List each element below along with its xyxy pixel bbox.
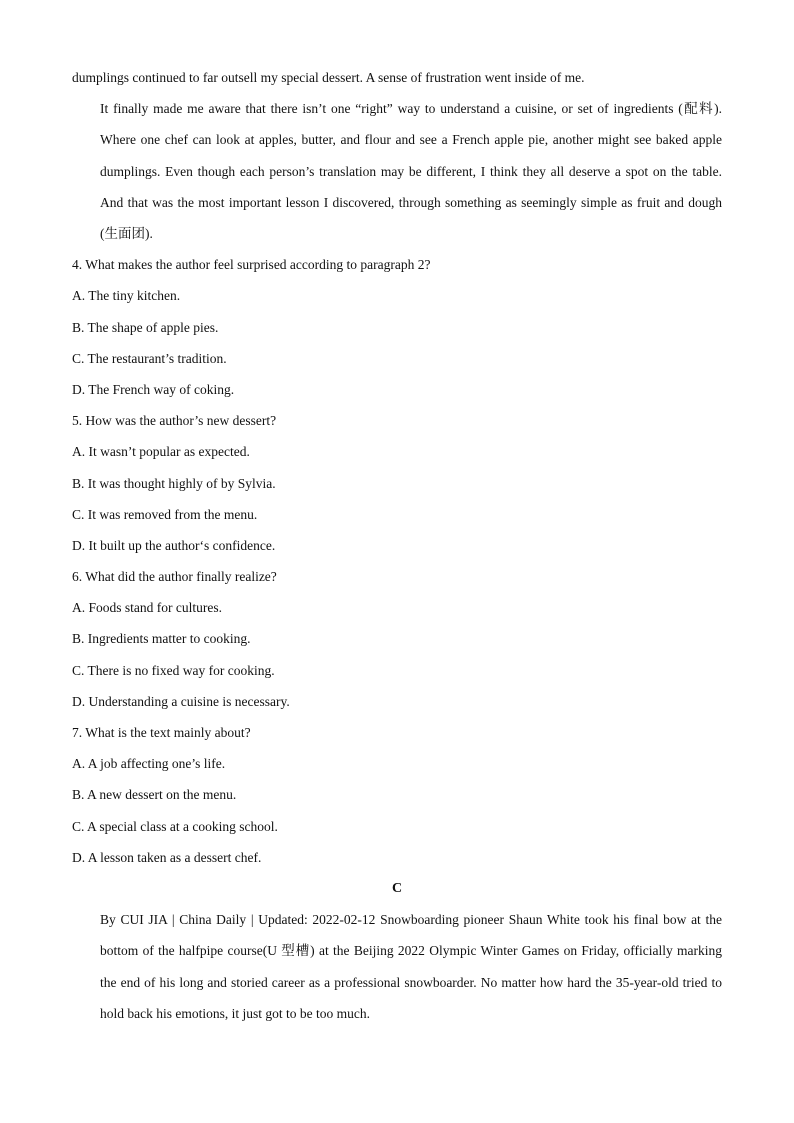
question-5-option-c: C. It was removed from the menu. — [72, 506, 258, 522]
question-4-option-a: A. The tiny kitchen. — [72, 288, 181, 304]
question-5-option-b: B. It was thought highly of by Sylvia. — [72, 475, 276, 491]
section-c-passage — [72, 904, 722, 1029]
question-5-option-d: D. It built up the author‘s confidence. — [72, 537, 276, 553]
question-4 — [72, 249, 722, 405]
question-7-option-c: C. A special class at a cooking school. — [72, 818, 278, 834]
final-paragraph-text: It finally made me aware that there isn’t one “right” way to understand a cuisine, or set of ingredients (配料). Where one chef can look at apples, butter, and flour and see a French apple pie, another might see baked apple dumplings. Even though each person’s translation may be different, I think they all deserve a spot on the table. And that was the most important lesson I discovered, through something as seemingly simple as fruit and dough (生面团). — [100, 101, 722, 241]
question-4-option-b: B. The shape of apple pies. — [72, 319, 219, 335]
question-7-stem: 7. What is the text mainly about? — [72, 725, 251, 741]
document-content — [72, 62, 722, 1029]
question-6-option-a: A. Foods stand for cultures. — [72, 600, 222, 616]
question-7-option-d: D. A lesson taken as a dessert chef. — [72, 849, 262, 865]
question-6-option-b: B. Ingredients matter to cooking. — [72, 631, 251, 647]
question-5 — [72, 405, 722, 561]
question-6-option-c: C. There is no fixed way for cooking. — [72, 662, 275, 678]
question-6-option-d: D. Understanding a cuisine is necessary. — [72, 693, 290, 709]
question-4-option-c: C. The restaurant’s tradition. — [72, 350, 227, 366]
question-7 — [72, 717, 722, 873]
question-6-stem: 6. What did the author finally realize? — [72, 569, 277, 585]
question-5-stem: 5. How was the author’s new dessert? — [72, 413, 277, 429]
question-7-option-a: A. A job affecting one’s life. — [72, 756, 226, 772]
section-c-paragraph: By CUI JIA | China Daily | Updated: 2022-02-12 Snowboarding pioneer Shaun White took his final bow at the bottom of the halfpipe course(U 型槽) at the Beijing 2022 Olympic Winter Games on Friday, officially marking the end of his long and storied career as a professional snowboarder. No matter how hard the 35-year-old tried to hold back his emotions, it just got to be too much. — [100, 912, 722, 1021]
section-c-heading: C — [391, 880, 403, 896]
question-7-option-b: B. A new dessert on the menu. — [72, 787, 237, 803]
question-4-option-d: D. The French way of coking. — [72, 381, 235, 397]
question-5-option-a: A. It wasn’t popular as expected. — [72, 444, 250, 460]
passage-final-paragraph — [72, 93, 722, 249]
passage-continuation-line: dumplings continued to far outsell my special dessert. A sense of frustration went inside of me. — [72, 70, 585, 85]
question-6 — [72, 561, 722, 717]
question-4-stem: 4. What makes the author feel surprised according to paragraph 2? — [72, 257, 431, 273]
